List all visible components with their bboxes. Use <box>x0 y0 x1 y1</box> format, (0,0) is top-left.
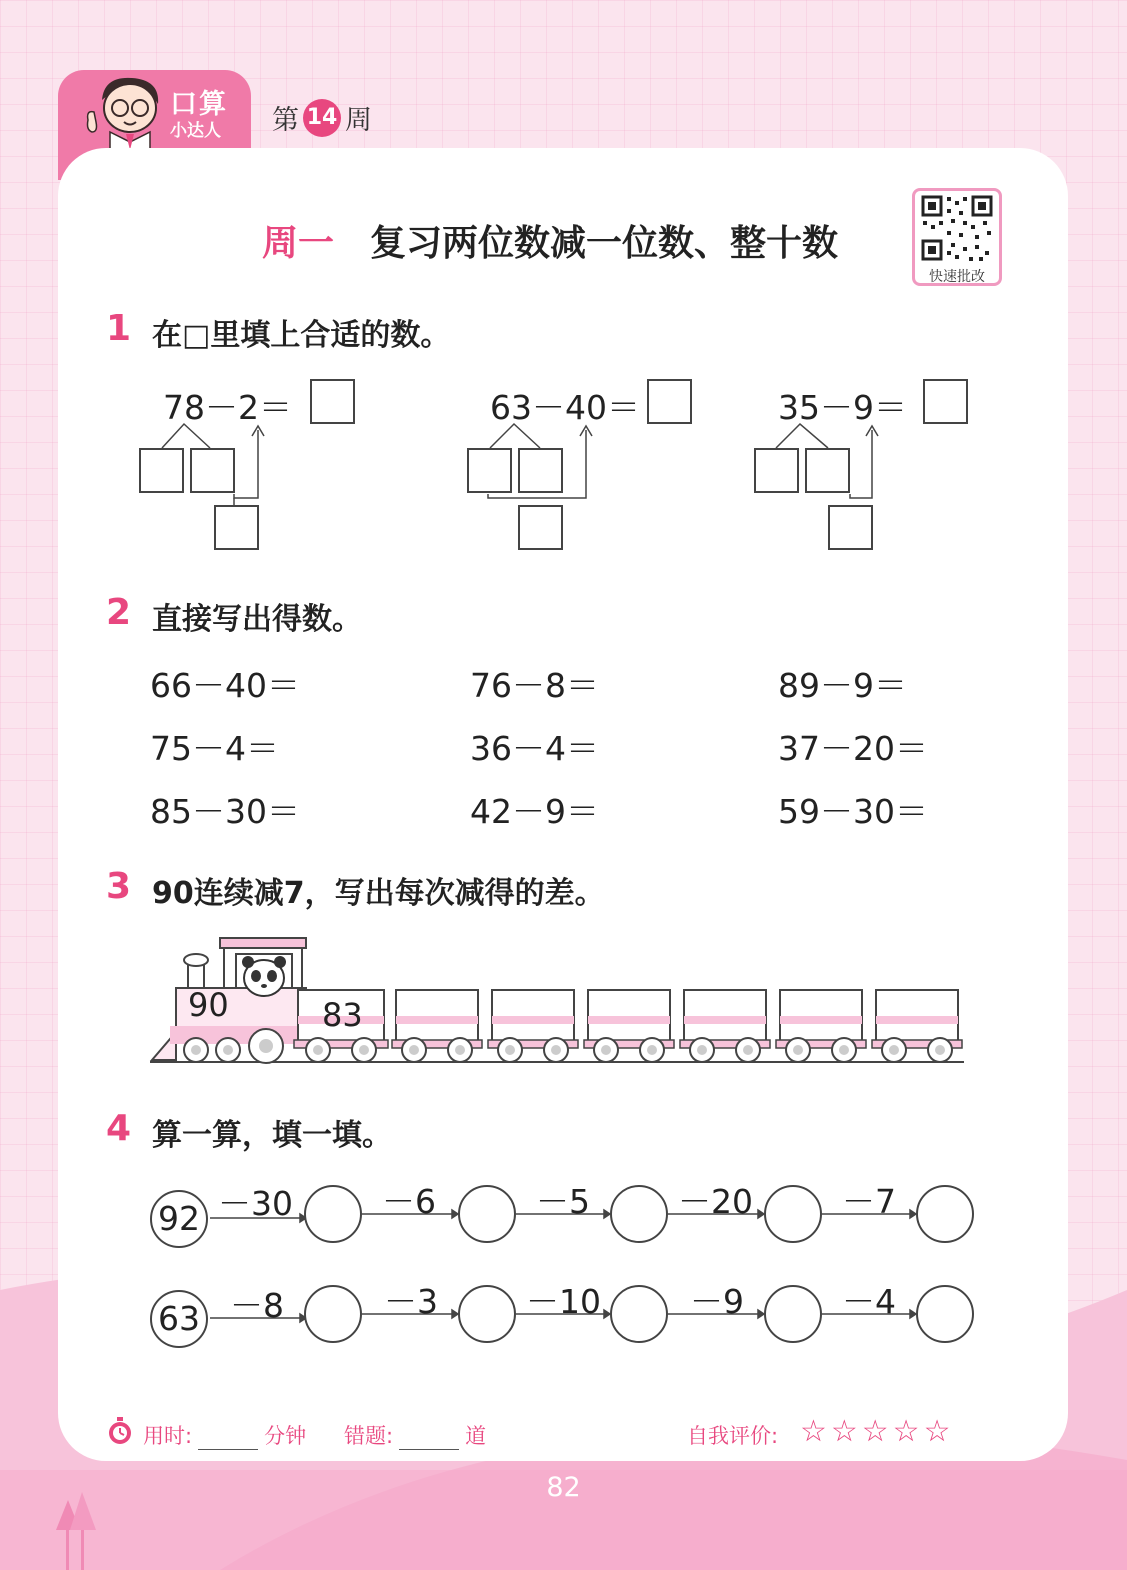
row2-start-circle: 63 <box>150 1290 208 1348</box>
qr-pattern-icon <box>915 191 999 267</box>
panda-icon <box>242 956 286 996</box>
train-car-7-answer[interactable] <box>878 992 956 1028</box>
s1-equation-1: 78－2＝ <box>163 388 292 427</box>
title-day: 周一 <box>262 223 335 264</box>
s1-step-box-3[interactable] <box>828 505 873 550</box>
train-car-2-answer[interactable] <box>398 992 476 1028</box>
row2-step-label: －9 <box>690 1282 744 1321</box>
row2-step-label: －10 <box>526 1282 601 1321</box>
errors-unit: 道 <box>465 1424 487 1448</box>
time-unit: 分钟 <box>264 1424 307 1448</box>
s2-problem: 76－8＝ <box>470 666 599 705</box>
errors-field <box>344 1420 486 1450</box>
train-start-value: 90 <box>188 986 229 1024</box>
week-number-badge: 14 <box>303 99 341 137</box>
row1-answer-circle[interactable] <box>304 1185 362 1243</box>
s1-answer-box-2[interactable] <box>647 379 692 424</box>
row2-step-label: －8 <box>230 1286 284 1325</box>
row1-answer-circle[interactable] <box>764 1185 822 1243</box>
train-car-3-answer[interactable] <box>494 992 572 1028</box>
section-4-instruction: 算一算，填一填。 <box>152 1118 392 1153</box>
section-4-number: 4 <box>106 1108 132 1149</box>
train-car-1-value: 83 <box>322 996 363 1034</box>
s2-problem: 66－40＝ <box>150 666 300 705</box>
s1-step-box-1[interactable] <box>214 505 259 550</box>
train-car-5-answer[interactable] <box>686 992 764 1028</box>
row2-step-label: －4 <box>842 1282 896 1321</box>
section-1-instruction: 在□里填上合适的数。 <box>152 318 451 353</box>
s2-problem: 36－4＝ <box>470 729 599 768</box>
section-3-instruction: 90连续减7，写出每次减得的差。 <box>152 876 605 911</box>
time-input[interactable] <box>198 1429 258 1450</box>
s1-split-box-2b[interactable] <box>518 448 563 493</box>
time-label: 用时: <box>143 1424 193 1448</box>
row2-answer-circle[interactable] <box>304 1285 362 1343</box>
s2-problem: 42－9＝ <box>470 792 599 831</box>
s2-problem: 37－20＝ <box>778 729 928 768</box>
row2-answer-circle[interactable] <box>458 1285 516 1343</box>
row1-step-label: －20 <box>678 1182 753 1221</box>
section-2-number: 2 <box>106 592 132 633</box>
row1-answer-circle[interactable] <box>610 1185 668 1243</box>
s1-answer-box-1[interactable] <box>310 379 355 424</box>
row1-answer-circle[interactable] <box>916 1185 974 1243</box>
row2-answer-circle[interactable] <box>764 1285 822 1343</box>
boy-mascot-icon <box>82 70 170 150</box>
section-2-instruction: 直接写出得数。 <box>152 602 362 637</box>
row1-step-label: －7 <box>842 1182 896 1221</box>
s1-split-box-3b[interactable] <box>805 448 850 493</box>
errors-input[interactable] <box>399 1429 459 1450</box>
week-suffix: 周 <box>345 105 372 136</box>
title-text: 复习两位数减一位数、整十数 <box>370 223 839 264</box>
s2-problem: 89－9＝ <box>778 666 907 705</box>
s2-problem: 75－4＝ <box>150 729 279 768</box>
page-title <box>262 215 838 266</box>
section-3-number: 3 <box>106 866 132 907</box>
train-car-4-answer[interactable] <box>590 992 668 1028</box>
s1-split-box-1b[interactable] <box>190 448 235 493</box>
row1-step-label: －5 <box>536 1182 590 1221</box>
s1-split-box-1a[interactable] <box>139 448 184 493</box>
qr-label: 快速批改 <box>929 269 985 285</box>
s2-problem: 85－30＝ <box>150 792 300 831</box>
week-prefix: 第 <box>272 105 299 136</box>
self-eval-label: 自我评价: <box>687 1424 779 1448</box>
week-indicator <box>272 98 372 137</box>
stopwatch-icon <box>106 1416 134 1446</box>
page-number: 82 <box>546 1472 581 1503</box>
s2-problem: 59－30＝ <box>778 792 928 831</box>
s1-equation-2: 63－40＝ <box>490 388 640 427</box>
row1-start-circle: 92 <box>150 1190 208 1248</box>
section-1-number: 1 <box>106 308 132 349</box>
row2-step-label: －3 <box>384 1282 438 1321</box>
s1-answer-box-3[interactable] <box>923 379 968 424</box>
row2-answer-circle[interactable] <box>610 1285 668 1343</box>
s1-step-box-2[interactable] <box>518 505 563 550</box>
star-rating[interactable]: ☆☆☆☆☆ <box>800 1414 955 1449</box>
s1-equation-3: 35－9＝ <box>778 388 907 427</box>
s1-split-box-3a[interactable] <box>754 448 799 493</box>
row1-step-label: －30 <box>218 1184 293 1223</box>
tab-title: 口算 <box>170 89 228 120</box>
time-field <box>143 1420 306 1450</box>
train-car-6-answer[interactable] <box>782 992 860 1028</box>
errors-label: 错题: <box>344 1424 394 1448</box>
s1-split-box-2a[interactable] <box>467 448 512 493</box>
tab-subtitle: 小达人 <box>170 121 221 141</box>
row2-answer-circle[interactable] <box>916 1285 974 1343</box>
row1-answer-circle[interactable] <box>458 1185 516 1243</box>
row1-step-label: －6 <box>382 1182 436 1221</box>
